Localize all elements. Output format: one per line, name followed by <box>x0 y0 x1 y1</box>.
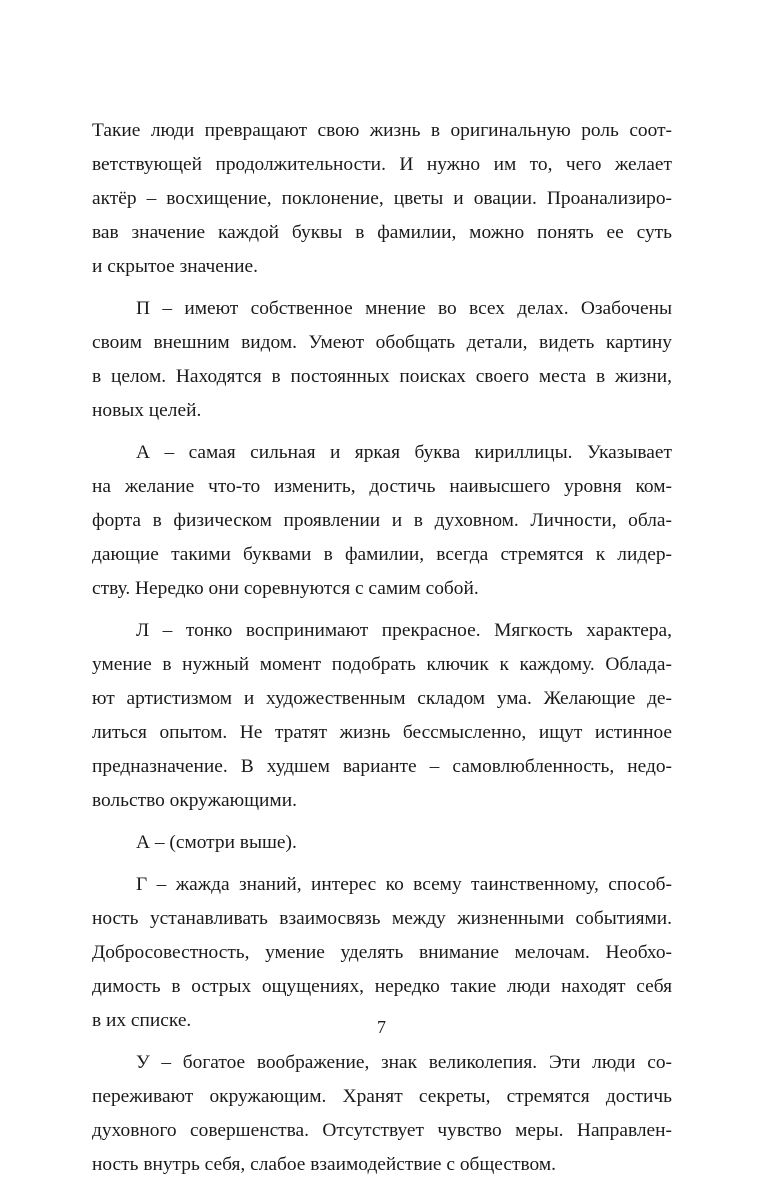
text-line: вольство окружающими. <box>92 790 297 811</box>
text-line: новых целей. <box>92 400 202 421</box>
text-line: на желание что-то изменить, достичь наивысшего уровня ком- <box>92 476 672 497</box>
text-line: Такие люди превращают свою жизнь в оригинальную роль соот- <box>92 120 672 141</box>
text-line: своим внешним видом. Умеют обобщать детали, видеть картину <box>92 332 672 353</box>
paragraph <box>92 1046 672 1182</box>
page-number: 7 <box>377 1017 386 1037</box>
text-line: форта в физическом проявлении и в духовном. Личности, обла- <box>92 510 672 531</box>
text-line: актёр – восхищение, поклонение, цветы и овации. Проанализиро- <box>92 188 672 209</box>
text-line: ветствующей продолжительности. И нужно им то, чего желает <box>92 154 672 175</box>
paragraph <box>92 826 672 860</box>
text-line: переживают окружающим. Хранят секреты, стремятся достичь <box>92 1086 672 1107</box>
text-line: ность внутрь себя, слабое взаимодействие с обществом. <box>92 1154 556 1175</box>
text-line: Г – жажда знаний, интерес ко всему таинственному, способ- <box>136 874 672 895</box>
text-line: Л – тонко воспринимают прекрасное. Мягкость характера, <box>136 620 672 641</box>
text-line: димость в острых ощущениях, нередко такие люди находят себя <box>92 976 672 997</box>
text-line: ству. Нередко они соревнуются с самим собой. <box>92 578 479 599</box>
paragraph <box>92 292 672 428</box>
text-line: умение в нужный момент подобрать ключик к каждому. Облада- <box>92 654 672 675</box>
paragraph <box>92 868 672 1038</box>
text-line: в их списке. <box>92 1010 192 1031</box>
text-line: литься опытом. Не тратят жизнь бессмысленно, ищут истинное <box>92 722 672 743</box>
paragraph <box>92 114 672 284</box>
text-line: П – имеют собственное мнение во всех делах. Озабочены <box>136 298 672 319</box>
text-line: в целом. Находятся в постоянных поисках своего места в жизни, <box>92 366 672 387</box>
text-line: духовного совершенства. Отсутствует чувство меры. Направлен- <box>92 1120 672 1141</box>
text-line: вав значение каждой буквы в фамилии, можно понять ее суть <box>92 222 672 243</box>
text-line: ность устанавливать взаимосвязь между жизненными событиями. <box>92 908 672 929</box>
text-line: и скрытое значение. <box>92 256 259 277</box>
text-line: А – (смотри выше). <box>136 832 297 853</box>
paragraph <box>92 436 672 606</box>
text-line: дающие такими буквами в фамилии, всегда стремятся к лидер- <box>92 544 672 565</box>
text-line: У – богатое воображение, знак великолепия. Эти люди со- <box>136 1052 672 1073</box>
text-line: предназначение. В худшем варианте – самовлюбленность, недо- <box>92 756 672 777</box>
text-line: ют артистизмом и художественным складом ума. Желающие де- <box>92 688 672 709</box>
text-line: А – самая сильная и яркая буква кириллицы. Указывает <box>136 442 672 463</box>
text-line: Добросовестность, умение уделять внимание мелочам. Необхо- <box>92 942 672 963</box>
paragraph <box>92 614 672 818</box>
